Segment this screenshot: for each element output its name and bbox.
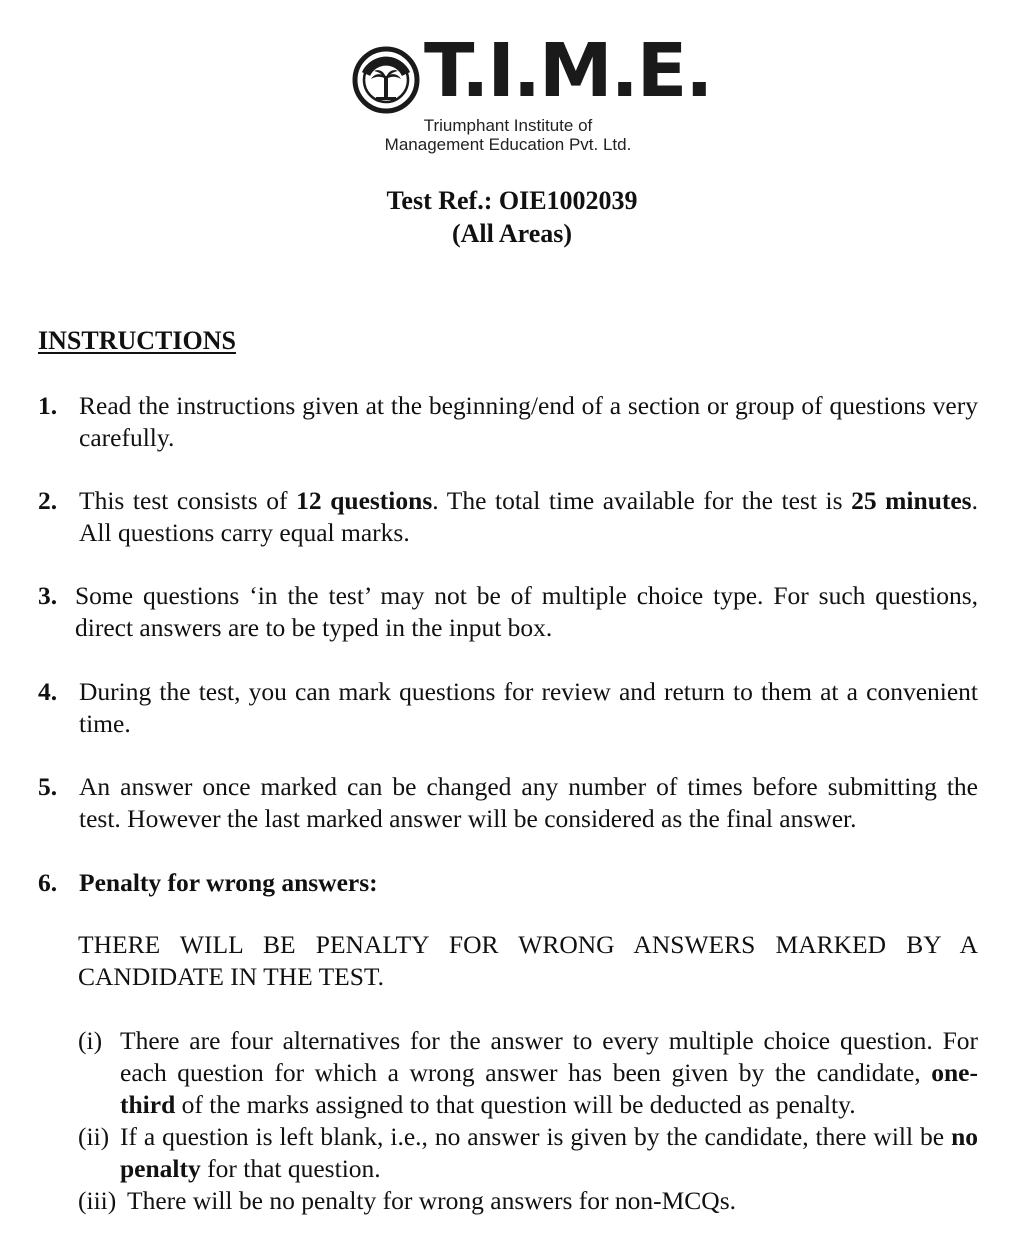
item-number: 4. bbox=[38, 677, 58, 706]
instruction-item-4 bbox=[38, 676, 978, 740]
logo-subtitle bbox=[352, 116, 664, 154]
item-number: 3. bbox=[38, 581, 58, 610]
item-text bbox=[79, 485, 978, 549]
penalty-rule-1 bbox=[78, 1025, 978, 1121]
item-number: 6. bbox=[38, 868, 58, 897]
rule-text-part: of the marks assigned to that question will be deducted as penalty. bbox=[175, 1090, 856, 1119]
rule-text: There will be no penalty for wrong answers for non-MCQs. bbox=[127, 1186, 737, 1215]
penalty-rule-2 bbox=[78, 1121, 978, 1185]
instruction-item-1 bbox=[38, 390, 978, 454]
logo-subtitle-line2: Management Education Pvt. Ltd. bbox=[384, 135, 632, 154]
instruction-item-2 bbox=[38, 485, 978, 549]
item-number: 1. bbox=[38, 391, 58, 420]
time-available: 25 minutes bbox=[851, 486, 972, 515]
rule-text-part: If a question is left blank, i.e., no answer is given by the candidate, there will be bbox=[120, 1122, 952, 1151]
item-text: Read the instructions given at the beginning/end of a section or group of questions very carefully. bbox=[79, 391, 978, 452]
item-text: During the test, you can mark questions for review and return to them at a convenient time. bbox=[79, 677, 978, 738]
time-emblem-icon bbox=[352, 46, 420, 114]
rule-text bbox=[120, 1121, 978, 1185]
instruction-item-3 bbox=[38, 580, 978, 644]
no-penalty-emphasis: no penalty bbox=[120, 1122, 978, 1183]
test-ref-area: (All Areas) bbox=[451, 219, 573, 248]
item-number: 5. bbox=[38, 772, 58, 801]
penalty-rule-3 bbox=[78, 1185, 978, 1217]
penalty-fraction: one-third bbox=[120, 1058, 978, 1119]
penalty-notice: THERE WILL BE PENALTY FOR WRONG ANSWERS MARKED BY A CANDIDATE IN THE TEST. bbox=[78, 930, 978, 991]
test-ref-title: Test Ref.: OIE1002039 bbox=[386, 186, 638, 215]
rule-numeral: (i) bbox=[78, 1026, 103, 1055]
item-text: An answer once marked can be changed any number of times before submitting the test. However the last marked answer will be considered as the final answer. bbox=[79, 772, 978, 833]
rule-text bbox=[120, 1025, 978, 1121]
rule-text-part: for that question. bbox=[200, 1154, 381, 1183]
item-text-part: This test consists of bbox=[79, 486, 297, 515]
item-number: 2. bbox=[38, 486, 58, 515]
question-count: 12 questions bbox=[296, 486, 433, 515]
item-text-part: . All questions carry equal marks. bbox=[79, 486, 978, 547]
item-text: Some questions ‘in the test’ may not be of multiple choice type. For such questions, direct answers are to be typed in the input box. bbox=[75, 581, 978, 642]
institute-logo bbox=[352, 28, 712, 154]
instruction-item-5 bbox=[38, 771, 978, 835]
logo-wordmark: T.I.M.E. bbox=[424, 28, 712, 114]
rule-text-part: There are four alternatives for the answer to every multiple choice question. For each question for which a wrong answer has been given by the candidate, bbox=[120, 1026, 978, 1087]
instructions-heading: INSTRUCTIONS bbox=[38, 326, 236, 355]
item-text-part: . The total time available for the test is bbox=[432, 486, 852, 515]
logo-subtitle-line1: Triumphant Institute of bbox=[423, 116, 593, 135]
rule-numeral: (iii) bbox=[78, 1186, 117, 1215]
instruction-item-6 bbox=[38, 867, 978, 899]
penalty-heading: Penalty for wrong answers: bbox=[79, 868, 378, 897]
rule-numeral: (ii) bbox=[78, 1122, 110, 1151]
